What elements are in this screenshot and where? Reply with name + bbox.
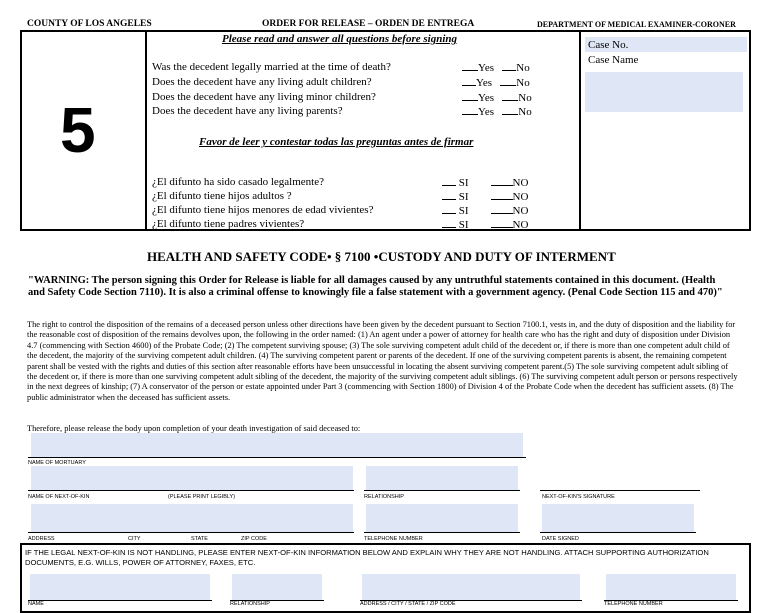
signature-label: NEXT-OF-KIN'S SIGNATURE	[542, 494, 615, 500]
county-header: COUNTY OF LOS ANGELES	[27, 19, 152, 29]
spanish-answer-3[interactable]: SI NO	[442, 204, 528, 217]
address-label: ADDRESS	[28, 536, 55, 542]
case-number-label: Case No.	[588, 39, 629, 51]
alt-address-label: ADDRESS / CITY / STATE / ZIP CODE	[360, 601, 456, 607]
alt-telephone-label: TELEPHONE NUMBER	[604, 601, 663, 607]
date-line	[540, 532, 696, 533]
spanish-answer-4[interactable]: SI NO	[442, 218, 528, 231]
mortuary-label: NAME OF MORTUARY	[28, 460, 86, 466]
right-divider	[579, 30, 581, 231]
department-header: DEPARTMENT OF MEDICAL EXAMINER-CORONER	[537, 20, 736, 29]
alternate-kin-instruction: IF THE LEGAL NEXT-OF-KIN IS NOT HANDLING, PLEASE ENTER NEXT-OF-KIN INFORMATION BELOW AND EXPLAIN WHY THEY ARE NOT HANDLING. ATTACH SUPPORTING AUTHORIZATION DOCUMENTS, E.G. WILLS, POWER OF ATTORNEY, FAXES, ETC.	[25, 548, 709, 567]
spanish-question-1: ¿El difunto ha sido casado legalmente?	[152, 176, 324, 188]
mortuary-input[interactable]	[31, 433, 523, 457]
alt-relationship-input[interactable]	[232, 574, 322, 600]
relationship-line	[364, 490, 520, 491]
date-signed-input[interactable]	[542, 504, 694, 532]
alt-address-input[interactable]	[362, 574, 580, 600]
spanish-answer-1[interactable]: SI NO	[442, 176, 528, 189]
code-title: HEALTH AND SAFETY CODE• § 7100 •CUSTODY AND DUTY OF INTERMENT	[147, 249, 616, 264]
alt-telephone-input[interactable]	[606, 574, 736, 600]
spanish-instruction: Favor de leer y contestar todas las preguntas antes de firmar	[199, 136, 474, 148]
relationship-input[interactable]	[366, 466, 518, 490]
statute-text: The right to control the disposition of the remains of a deceased person unless other directions have been given by the decedent pursuant to Section 7100.1, vests in, and the duty of disposition and the liability for the reasonable cost of disposition of the remains devolves upon, the following in the order named: (1) An agent under a power of attorney for health care who has the right and duty of disposition under Division 4.7 (commencing with Section 4600) of the Probate Code; (2) The competent surviving spouse; (3) The sole surviving competent adult child of the decedent or, if there is more than one competent adult child of the decedent, the majority of the surviving competent adult children. (4) The surviving competent parent or parents of the decedent. If one of the surviving competent parents is absent, the remaining competent parent shall be vested with the rights and duties of this section after reasonable efforts have been unsuccessful in locating the absent surviving competent parent.(5) The sole surviving competent adult sibling of the decedent or, if there is more than one surviving competent adult sibling of the decedent, the majority of the surviving competent adult siblings. (6) The surviving competent adult person or persons respectively in the next degrees of kinship; (7) A conservator of the person or estate appointed under Part 3 (commencing with Section 1800) of Division 4 of the Probate Code when the decedent has sufficient assets. (8) The public administrator when the deceased has sufficient assets.	[27, 320, 738, 402]
spanish-question-4: ¿El difunto tiene padres vivientes?	[152, 218, 305, 230]
state-label: STATE	[191, 536, 208, 542]
english-question-4: Does the decedent have any living parents?	[152, 105, 343, 117]
address-line	[28, 532, 354, 533]
english-instruction: Please read and answer all questions before signing	[222, 33, 457, 45]
alt-name-line	[28, 600, 212, 601]
alt-relationship-label: RELATIONSHIP	[230, 601, 270, 607]
telephone-label: TELEPHONE NUMBER	[364, 536, 423, 542]
next-of-kin-line	[28, 490, 354, 491]
alt-name-input[interactable]	[30, 574, 210, 600]
address-input[interactable]	[31, 504, 353, 532]
city-label: CITY	[128, 536, 141, 542]
english-question-1: Was the decedent legally married at the time of death?	[152, 61, 391, 73]
signature-line	[540, 490, 700, 491]
english-answer-2[interactable]: Yes No	[462, 76, 530, 89]
spanish-question-3: ¿El difunto tiene hijos menores de edad vivientes?	[152, 204, 374, 216]
spanish-question-2: ¿El difunto tiene hijos adultos ?	[152, 190, 292, 202]
left-divider	[145, 30, 147, 231]
telephone-input[interactable]	[366, 504, 518, 532]
next-of-kin-label: NAME OF NEXT-OF-KIN	[28, 494, 90, 500]
english-question-2: Does the decedent have any living adult children?	[152, 76, 372, 88]
english-answer-4[interactable]: Yes No	[462, 105, 532, 118]
print-legibly-label: (PLEASE PRINT LEGIBLY)	[168, 494, 236, 500]
release-text: Therefore, please release the body upon completion of your death investigation of said deceased to:	[27, 424, 361, 433]
form-title: ORDER FOR RELEASE – ORDEN DE ENTREGA	[262, 19, 475, 29]
spanish-answer-2[interactable]: SI NO	[442, 190, 528, 203]
mortuary-line	[28, 457, 526, 458]
english-answer-1[interactable]: Yes No	[462, 61, 530, 74]
form-number: 5	[60, 94, 96, 166]
date-signed-label: DATE SIGNED	[542, 536, 579, 542]
relationship-label: RELATIONSHIP	[364, 494, 404, 500]
warning-text: "WARNING: The person signing this Order for Release is liable for all damages caused by any untruthful statements contained in this document. (Health and Safety Code Section 7110). It is also a criminal offense to knowingly file a false statement with a government agency. (Penal Code Section 115 and 470)"	[28, 275, 723, 298]
english-answer-3[interactable]: Yes No	[462, 91, 532, 104]
alt-name-label: NAME	[28, 601, 44, 607]
telephone-line	[364, 532, 520, 533]
zip-label: ZIP CODE	[241, 536, 267, 542]
case-name-label: Case Name	[588, 54, 639, 66]
english-question-3: Does the decedent have any living minor children?	[152, 91, 376, 103]
next-of-kin-input[interactable]	[31, 466, 353, 490]
case-name-field[interactable]	[585, 72, 743, 112]
